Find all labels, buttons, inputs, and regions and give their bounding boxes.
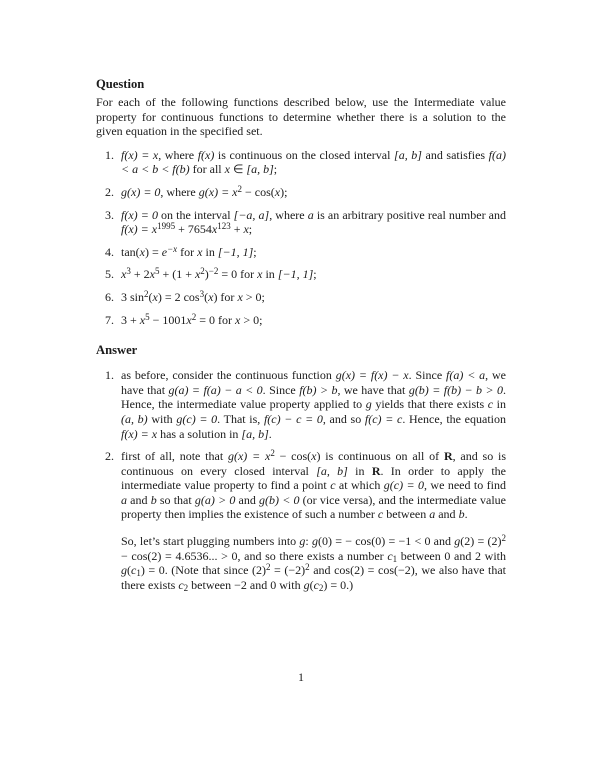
item-text: $\tan(x) = e^{-x}$ for x in [−1, 1]; bbox=[121, 243, 257, 259]
answer-paragraph: So, let’s start plugging numbers into g: g(0) = − cos(0) = −1 < 0 and $g(2) = (2)^2 - \cos(2) = 4.6536$... > 0, and so there exists a number c1 between 0 and 2 with g(c1) = 0. (Note that since $(2)^2 = (-2)^2$ and cos(2) = cos(−2), we also have that there exists c2 between −2 and 0 with g(c2) = 0.) bbox=[121, 533, 506, 593]
answer-item-2 bbox=[96, 449, 506, 592]
item-text: $x^3 + 2x^5 + (1 + x^2)^{-2} = 0$ for x in [−1, 1]; bbox=[121, 266, 317, 282]
answer-heading: Answer bbox=[96, 343, 138, 358]
item-number: 3. bbox=[105, 207, 114, 222]
item-number: 5. bbox=[105, 267, 114, 282]
item-number: 1. bbox=[105, 368, 114, 383]
text-block bbox=[96, 77, 506, 600]
item-text: f(x) = x, where f(x) is continuous on the closed interval [a, b] and satisfies f(a) < a < b < f(b) for all x ∈ [a, b]; bbox=[121, 147, 506, 177]
item-number: 2. bbox=[105, 184, 114, 199]
answer-paragraph: first of all, note that $g(x) = x^2 - \cos(x)$ is continuous on all of R, and so is continuous on every closed interval [a, b] in R. In order to apply the intermediate value property to find a point c at which g(c) = 0, we need to find a and b so that g(a) > 0 and g(b) < 0 (or vice versa), and the intermediate value property then implies the existence of such a number c between a and b. bbox=[121, 448, 507, 522]
question-item-1 bbox=[96, 148, 506, 177]
item-text: g(x) = 0, where $g(x) = x^2 - \cos(x)$; bbox=[121, 183, 288, 199]
item-number: 7. bbox=[105, 312, 114, 327]
question-heading: Question bbox=[96, 77, 145, 91]
question-item-3 bbox=[96, 208, 506, 237]
page-number: 1 bbox=[298, 670, 304, 684]
question-item-6 bbox=[96, 290, 506, 305]
question-item-4 bbox=[96, 245, 506, 260]
answer-paragraph: as before, consider the continuous function g(x) = f(x) − x. Since f(a) < a, we have that g(a) = f(a) − a < 0. Since f(b) > b, we have that g(b) = f(b) − b > 0. Hence, the intermediate value property applied to g yields that there exists c in (a, b) with g(c) = 0. That is, f(c) − c = 0, and so f(c) = c. Hence, the equation f(x) = x has a solution in [a, b]. bbox=[121, 368, 507, 441]
item-text: $3 + x^5 - 1001x^2 = 0$ for x > 0; bbox=[121, 311, 263, 327]
item-number: 6. bbox=[105, 289, 114, 304]
answer-item-1 bbox=[96, 368, 506, 441]
question-item-2 bbox=[96, 185, 506, 200]
item-number: 1. bbox=[105, 147, 114, 162]
item-text: f(x) = 0 on the interval [−a, a], where a is an arbitrary positive real number and $f(x) = x^{1995} + 7654x^{123} + x$; bbox=[121, 207, 507, 237]
question-intro-paragraph: For each of the following functions described below, use the Intermediate value property for continuous functions to determine whether there is a solution to the given equation in the specified set. bbox=[96, 95, 506, 139]
item-text: 3 $\sin^2(x) = 2$ $\cos^3(x)$ for x > 0; bbox=[121, 288, 265, 304]
item-number: 2. bbox=[105, 449, 114, 464]
question-item-7 bbox=[96, 313, 506, 328]
item-number: 4. bbox=[105, 244, 114, 259]
question-item-5 bbox=[96, 267, 506, 282]
question-list bbox=[96, 148, 506, 327]
answer-list bbox=[96, 368, 506, 592]
